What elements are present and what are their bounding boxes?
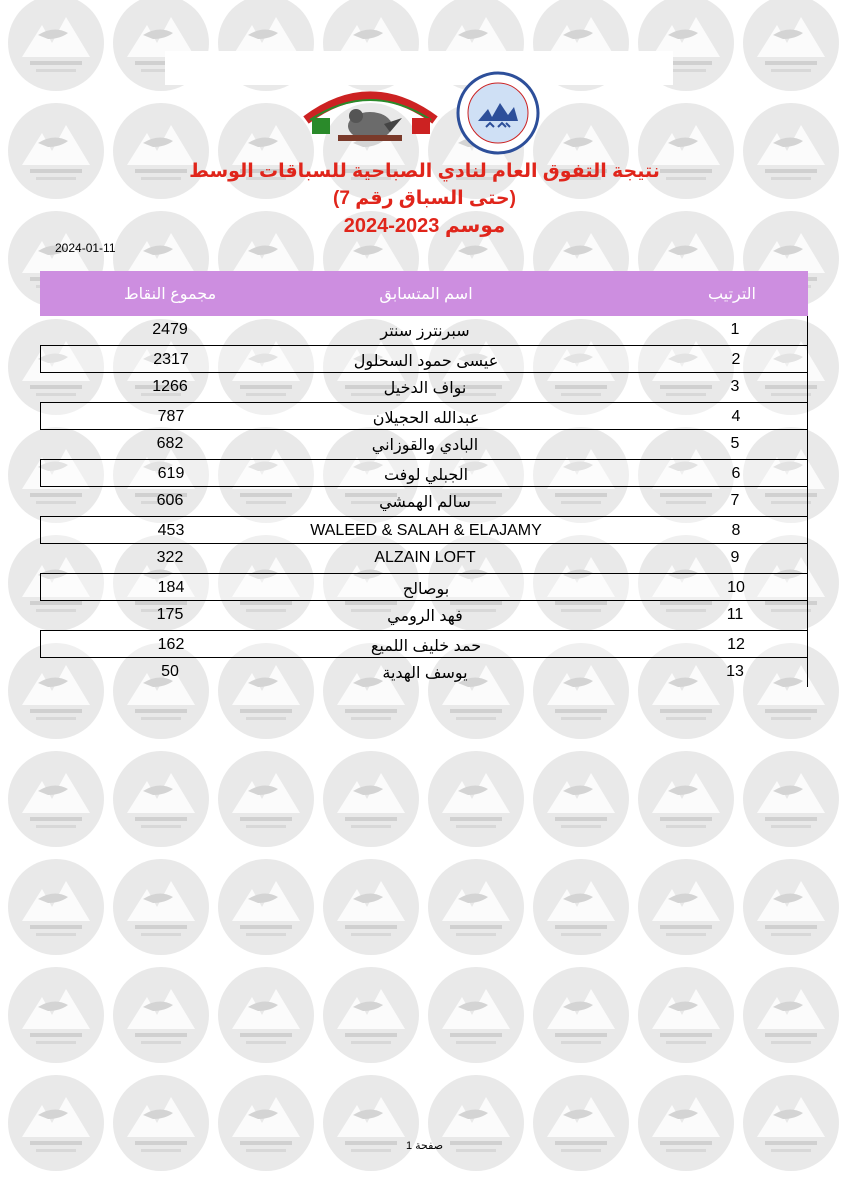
pigeon-club-watermark-icon bbox=[8, 1075, 104, 1171]
name-cell: عبدالله الحجيلان bbox=[372, 409, 480, 427]
table-row bbox=[40, 430, 808, 459]
results-table bbox=[40, 271, 808, 687]
pigeon-club-watermark-icon bbox=[533, 1075, 629, 1171]
name-cell: عيسى حمود السحلول bbox=[353, 352, 499, 370]
name-cell: حمد خليف اللميع bbox=[370, 637, 482, 655]
rank-cell: 7 bbox=[730, 492, 740, 509]
table-row bbox=[40, 573, 808, 602]
report-subtitle: (حتى السباق رقم 7) bbox=[333, 188, 516, 209]
pigeon-club-watermark-icon bbox=[8, 751, 104, 847]
pigeon-club-watermark-icon bbox=[743, 1075, 839, 1171]
rank-cell: 3 bbox=[730, 378, 740, 395]
table-row bbox=[40, 630, 808, 659]
points-cell: 175 bbox=[156, 606, 184, 623]
pigeon-club-watermark-icon bbox=[323, 859, 419, 955]
pigeon-club-watermark-icon bbox=[8, 967, 104, 1063]
points-cell: 1266 bbox=[152, 378, 188, 395]
pigeon-club-watermark-icon bbox=[218, 967, 314, 1063]
pigeon-club-watermark-icon bbox=[8, 859, 104, 955]
pigeon-club-watermark-icon bbox=[218, 1075, 314, 1171]
table-row bbox=[40, 373, 808, 402]
points-cell: 50 bbox=[161, 663, 179, 680]
pigeon-club-watermark-icon bbox=[218, 859, 314, 955]
pigeon-club-watermark-icon bbox=[113, 967, 209, 1063]
pigeon-club-watermark-icon bbox=[113, 751, 209, 847]
rank-cell: 8 bbox=[731, 521, 741, 539]
page-number: صفحة 1 bbox=[405, 1140, 444, 1152]
pigeon-club-watermark-icon bbox=[113, 103, 209, 199]
name-cell: فهد الرومي bbox=[387, 608, 463, 625]
points-cell: 2317 bbox=[153, 350, 189, 368]
points-cell: 453 bbox=[157, 521, 185, 539]
pigeon-club-watermark-icon bbox=[113, 859, 209, 955]
points-cell: 787 bbox=[157, 407, 185, 425]
name-cell: سبرنترز سنتر bbox=[380, 323, 470, 340]
points-cell: 619 bbox=[157, 464, 185, 482]
rank-cell: 10 bbox=[727, 578, 745, 596]
pigeon-club-watermark-icon bbox=[8, 103, 104, 199]
points-cell: 162 bbox=[157, 635, 185, 653]
pigeon-club-watermark-icon bbox=[743, 103, 839, 199]
pigeon-club-watermark-icon bbox=[533, 967, 629, 1063]
column-header-points: مجموع النقاط bbox=[123, 286, 217, 303]
pigeon-club-watermark-icon bbox=[743, 859, 839, 955]
points-cell: 322 bbox=[156, 549, 184, 566]
name-cell: الجبلي لوفت bbox=[383, 466, 469, 484]
table-body bbox=[40, 316, 808, 687]
name-cell: يوسف الهدية bbox=[382, 665, 468, 682]
points-cell: 682 bbox=[156, 435, 184, 452]
pigeon-club-watermark-icon bbox=[428, 967, 524, 1063]
name-cell: البادي والقوزاني bbox=[371, 437, 479, 454]
report-date: 2024-01-11 bbox=[55, 241, 116, 255]
points-cell: 2479 bbox=[152, 321, 188, 338]
pigeon-club-watermark-icon bbox=[638, 1075, 734, 1171]
rank-cell: 1 bbox=[730, 321, 740, 338]
pigeon-club-watermark-icon bbox=[113, 1075, 209, 1171]
pigeon-club-watermark-icon bbox=[743, 0, 839, 91]
pigeon-club-watermark-icon bbox=[638, 859, 734, 955]
table-row bbox=[40, 601, 808, 630]
table-row bbox=[40, 544, 808, 573]
pigeon-club-watermark-icon bbox=[323, 751, 419, 847]
kuwait-pigeon-club-logo-icon bbox=[298, 80, 443, 150]
table-row bbox=[40, 402, 808, 431]
table-row bbox=[40, 345, 808, 374]
pigeon-club-watermark-icon bbox=[638, 751, 734, 847]
table-row bbox=[40, 487, 808, 516]
pigeon-club-watermark-icon bbox=[428, 859, 524, 955]
pigeon-club-watermark-icon bbox=[743, 751, 839, 847]
pigeon-club-watermark-icon bbox=[533, 751, 629, 847]
points-cell: 184 bbox=[157, 578, 185, 596]
rank-cell: 2 bbox=[731, 350, 741, 368]
pigeon-club-watermark-icon bbox=[428, 751, 524, 847]
pigeon-club-watermark-icon bbox=[533, 859, 629, 955]
pigeon-club-watermark-icon bbox=[638, 967, 734, 1063]
pigeon-club-watermark-icon bbox=[428, 1075, 524, 1171]
column-header-name: اسم المتسابق bbox=[379, 286, 473, 303]
pigeon-club-watermark-icon bbox=[743, 967, 839, 1063]
pigeon-club-watermark-icon bbox=[533, 103, 629, 199]
points-cell: 606 bbox=[156, 492, 184, 509]
name-cell: سالم الهمشي bbox=[379, 494, 471, 511]
table-row bbox=[40, 459, 808, 488]
rank-cell: 6 bbox=[731, 464, 741, 482]
rank-cell: 5 bbox=[730, 435, 740, 452]
name-cell: بوصالح bbox=[402, 580, 450, 598]
rank-cell: 4 bbox=[731, 407, 741, 425]
table-header bbox=[40, 271, 808, 316]
rank-cell: 11 bbox=[726, 606, 744, 623]
table-row bbox=[40, 516, 808, 545]
name-cell: نواف الدخيل bbox=[383, 380, 467, 397]
name-cell: WALEED & SALAH & ELAJAMY bbox=[310, 521, 542, 539]
pigeon-club-watermark-icon bbox=[638, 103, 734, 199]
pigeon-club-watermark-icon bbox=[323, 1075, 419, 1171]
federation-seal-icon bbox=[456, 71, 540, 155]
rank-cell: 13 bbox=[726, 663, 744, 680]
rank-cell: 9 bbox=[730, 549, 740, 566]
name-cell: ALZAIN LOFT bbox=[374, 549, 476, 566]
table-row bbox=[40, 658, 808, 687]
season-label: موسم 2023-2024 bbox=[343, 215, 506, 237]
pigeon-club-watermark-icon bbox=[8, 0, 104, 91]
report-title: نتيجة التفوق العام لنادي الصباحية للسباقات الوسط bbox=[189, 161, 660, 182]
column-header-rank: الترتيب bbox=[708, 286, 756, 303]
rank-cell: 12 bbox=[727, 635, 745, 653]
pigeon-club-watermark-icon bbox=[323, 967, 419, 1063]
table-row bbox=[40, 316, 808, 345]
pigeon-club-watermark-icon bbox=[218, 751, 314, 847]
